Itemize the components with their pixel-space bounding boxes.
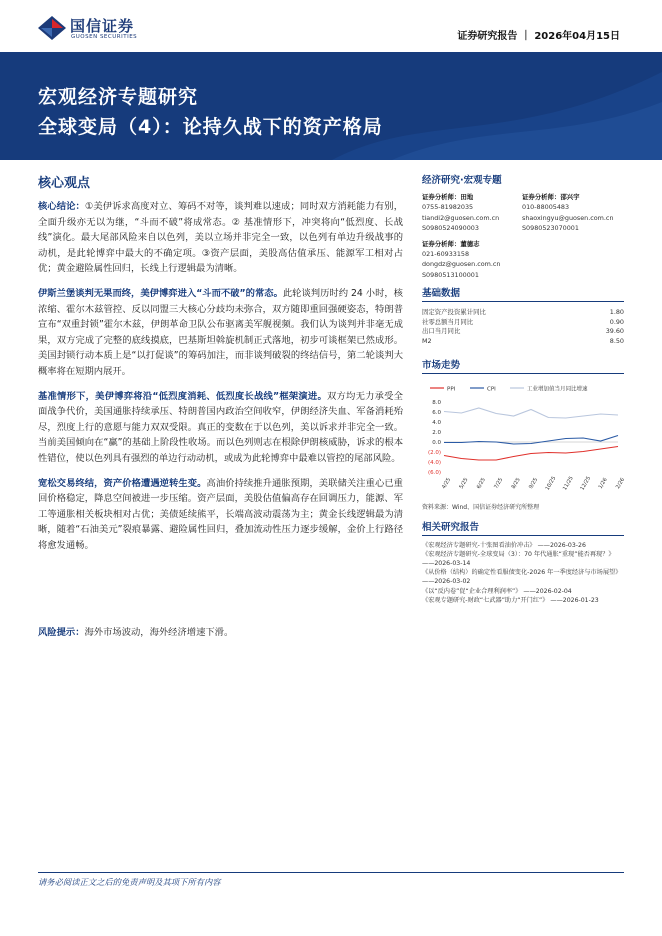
analyst-phone: 010-88005483 [522, 203, 570, 212]
title-banner [0, 52, 662, 160]
basic-data-value: 1.80 [609, 308, 624, 317]
x-tick-label: 9/25 [528, 476, 540, 490]
related-report-item: 《宏观专题研究-财政“七武器”助力“开门红”》 ——2026-01-23 [422, 597, 599, 605]
analyst-list [422, 192, 624, 285]
analyst-email: tiandi2@guosen.com.cn [422, 213, 500, 222]
logo-name-en: GUOSEN SECURITIES [71, 34, 138, 40]
sidebar [422, 172, 627, 607]
paragraph-text: ①美伊诉求高度对立、筹码不对等，谈判难以速成；同时双方消耗能力有别，全面升级亦无以为继，“斗而不破”将成常态。② 基准情形下，冲突将向“低烈度、长战线”演化。最大尾部风险来自以色列，美以立场并非完全一致，以色列有单边升级战事的动机，是此轮博弈中最大的不确定项。③资产层面，美股高估值承压、能源军工相对占优；黄金避险属性回归，长线上行逻辑最为清晰。 [38, 201, 403, 275]
analyst-email: dongdz@guosen.com.cn [422, 260, 501, 269]
y-tick-label: 8.0 [432, 399, 441, 406]
analyst-card [522, 192, 624, 234]
basic-data-value: 8.50 [609, 337, 624, 346]
y-tick-label: 4.0 [432, 419, 441, 426]
y-tick-label: (2.0) [427, 449, 441, 456]
banner-wave-decoration [332, 52, 662, 160]
basic-data-row [422, 318, 624, 328]
basic-data-label: 社零总额当月同比 [422, 317, 474, 326]
series-line [444, 435, 618, 444]
related-report-item: 《从价格（结构）的确定性看服债变化-2026 年一季度经济与市场展望》 ——2026-03-02 [422, 569, 622, 585]
legend-label: CPI [487, 386, 496, 393]
analyst-name: 董德志 [460, 239, 480, 248]
paragraph-assets [38, 476, 403, 554]
analyst-email: shaoxingyu@guosen.com.cn [522, 213, 614, 222]
basic-data-row [422, 327, 624, 337]
analyst-name: 邵兴宇 [560, 193, 580, 201]
y-tick-label: (4.0) [427, 459, 441, 466]
x-tick-label: 4/25 [441, 476, 453, 490]
analyst-card [422, 192, 522, 234]
sidebar-section-title: 经济研究·宏观专题 [422, 175, 502, 186]
paragraph-text: 双方均无力承受全面战争代价，美国通胀持续承压、特朗普国内政治空间收窄，伊朗经济失血、军备消耗殆尽，烈度上行的意愿与能力双双受限。真正的变数在于以色列，美以诉求并非完全一致。当前美国倾向在“赢”的基础上阶段性收场。而以色列则志在根除伊朗核威胁，诉求的根本性错位，使以色列具有强烈的单边行动动机，或成为此轮博弈中最难以管控的尾部风险。 [38, 390, 403, 464]
legend-label: PPI [447, 386, 456, 393]
x-tick-label: 6/25 [475, 476, 487, 490]
page-footer: 请务必阅读正文之后的免责声明及其项下所有内容 [38, 877, 221, 887]
x-tick-label: 11/25 [562, 475, 575, 492]
analyst-name: 田地 [460, 193, 474, 201]
paragraph-baseline [38, 389, 403, 467]
basic-data-value: 39.60 [605, 327, 624, 336]
paragraph-lead: 基准情形下，美伊博弈将沿“低烈度消耗、低烈度长战线”框架演进。 [38, 390, 327, 402]
x-tick-label: 7/25 [493, 476, 505, 490]
logo-name-cn: 国信证券 [70, 17, 135, 35]
analyst-role: 证券分析师： [422, 239, 461, 248]
risk-text: 海外市场波动，海外经济增速下滑。 [84, 627, 234, 638]
core-view-heading: 核心观点 [38, 176, 91, 191]
analyst-phone: 0755-81982035 [422, 203, 474, 212]
x-tick-label: 1/26 [597, 476, 609, 490]
footer-divider [38, 872, 624, 873]
related-reports-heading: 相关研究报告 [422, 519, 624, 536]
analyst-phone: 021-60933158 [422, 250, 470, 259]
analyst-role: 证券分析师： [522, 193, 561, 201]
x-tick-label: 8/25 [510, 476, 522, 490]
basic-data-table [422, 308, 624, 346]
series-line [444, 446, 618, 460]
series-line [444, 408, 618, 418]
x-tick-label: 2/26 [615, 476, 627, 490]
basic-data-row [422, 337, 624, 347]
paragraph-lead: 核心结论： [38, 201, 85, 212]
guosen-logo [38, 14, 163, 44]
y-tick-label: 6.0 [432, 409, 441, 416]
paragraph-islamabad [38, 286, 403, 380]
analyst-card [422, 239, 522, 281]
report-series-title: 宏观经济专题研究 [38, 86, 199, 108]
risk-lead: 风险提示： [38, 627, 85, 638]
main-column [38, 172, 403, 562]
basic-data-label: M2 [422, 337, 432, 346]
market-trend-heading: 市场走势 [422, 357, 624, 374]
paragraph-lead: 宽松交易终结，资产价格遭遇逆转生变。 [38, 477, 207, 489]
related-report-item: 《宏观经济专题研究-十张图看油价冲击》 ——2026-03-26 [422, 541, 586, 549]
basic-data-label: 固定资产投资累计同比 [422, 308, 486, 317]
logo-mark-icon [38, 16, 66, 40]
paragraph-conclusion [38, 199, 403, 277]
related-report-item: 《宏观经济专题研究-全球变局（3）：70 年代通胀“重现”能否再现？》 ——2026-03-14 [422, 551, 615, 567]
analyst-role: 证券分析师： [422, 193, 461, 201]
x-tick-label: 10/25 [544, 475, 558, 492]
page-header [0, 0, 662, 50]
basic-data-label: 出口当月同比 [422, 327, 461, 336]
basic-data-row [422, 308, 624, 318]
related-report-item: 《以“反内卷”促“企业合理利润率”》 ——2026-02-04 [422, 587, 572, 595]
paragraph-lead: 伊斯兰堡谈判无果而终，美伊博弈进入“斗而不破”的常态。 [38, 287, 283, 299]
paragraph-text: 此轮谈判历时约 24 小时，核浓缩、霍尔木兹管控、反以同盟三大核心分歧均未弥合，双方随即重回强硬姿态，特朗普宣布“双重封锁”霍尔木兹，伊朗革命卫队公布驱离美军舰视频。我们认为谈判并非毫无成果，双方完成了完整的底线摸底，巴基斯坦斡旋机制正式落地，初步可谈框架已然成形。美国封锁行动本质上是“以打促谈”的筹码加注，而非谈判破裂的终结信号，第二轮谈判大概率将在短期内展开。 [38, 287, 403, 377]
y-tick-label: 0.0 [432, 439, 441, 446]
legend-label: 工业增加值当月同比增速 [527, 386, 588, 393]
market-trend-chart [422, 380, 627, 500]
market-trend-svg [422, 380, 627, 500]
analyst-cert: S0980523070001 [522, 224, 579, 233]
y-tick-label: (6.0) [427, 469, 441, 476]
basic-data-heading: 基础数据 [422, 285, 624, 302]
analyst-cert: S0980524090003 [422, 224, 479, 233]
basic-data-value: 0.90 [609, 317, 624, 326]
report-type-date: 证券研究报告 ｜ 2026年04月15日 [457, 31, 620, 42]
chart-source: 资料来源：Wind、国信证券经济研究所整理 [422, 503, 540, 511]
report-main-title: 全球变局（4）：论持久战下的资产格局 [38, 116, 383, 138]
analyst-cert: S0980513100001 [422, 270, 479, 279]
y-tick-label: 2.0 [432, 429, 441, 436]
paragraph-text: 高油价持续推升通胀预期，美联储关注重心已重回价格稳定，降息空间被进一步压缩。资产层面，美股估值偏高存在回调压力，能源、军工等通胀相关板块相对占优；美债延续熊平，长端高波动震荡为主；黄金长线逻辑最为清晰，随着“石油美元”裂痕暴露、避险属性回归，叠加流动性压力逐步缓解，金价上行路径将愈发通畅。 [38, 477, 403, 551]
risk-warning [38, 624, 233, 638]
x-tick-label: 12/25 [579, 475, 593, 492]
related-reports-list [422, 542, 624, 606]
x-tick-label: 5/25 [458, 476, 470, 490]
